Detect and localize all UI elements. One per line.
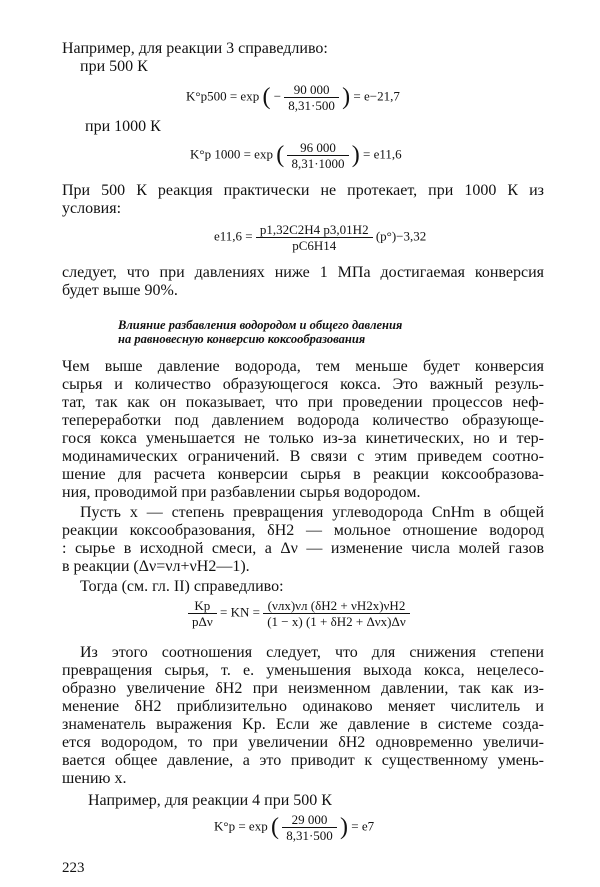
text-line: шению x. xyxy=(62,770,127,787)
text-line: Например, для реакции 3 справедливо: xyxy=(62,40,328,57)
text-line: модинамических ограничений. В связи с этим приведем соотно- xyxy=(62,448,544,465)
text-line: Чем выше давление водорода, тем меньше будет конверсия xyxy=(62,358,544,375)
text-line: Из этого соотношения следует, что для снижения степени xyxy=(80,644,544,661)
text-line: гося кокса уменьшается не только из-за кинетических, но и тер- xyxy=(62,430,544,447)
section-heading: на равновесную конверсию коксообразования xyxy=(118,332,366,346)
equation-1: K°p500 = exp ( − $\frac{90 000}{8,31\cdot 500}$ ) = e−21,7 xyxy=(186,82,400,113)
text-line: При 500 К реакция практически не протекает, при 1000 К из xyxy=(62,182,544,199)
text-line: превращения сырья, т. е. уменьшения выхода кокса, нецелесо- xyxy=(62,662,544,679)
text-line: реакции коксообразования, δH2 — мольное отношение водород xyxy=(62,522,544,539)
text-line: условия: xyxy=(62,200,122,217)
text-line: ния, проводимой при разбавлении сырья водородом. xyxy=(62,484,421,501)
text-line: шение для расчета конверсии сырья в реакции коксообразова- xyxy=(62,466,544,483)
text-line: знаменатель выражения Kp. Если же давление в системе созда- xyxy=(62,716,544,733)
equation-5: K°p = exp ( $\frac{29 000}{8,31\cdot 500}$ ) = e7 xyxy=(214,812,375,843)
text-line: : сырье в исходной смеси, а Δν — изменение числа молей газов xyxy=(62,540,544,557)
text-line: в реакции (Δν=νл+νH2—1). xyxy=(62,558,250,575)
equation-2: K°p 1000 = exp ( $\frac{96 000}{8,31\cdot 1000}$ ) = e11,6 xyxy=(190,140,402,171)
text-line: вается общее давление, а это приводит к существенному умень- xyxy=(62,752,544,769)
text-line: Тогда (см. гл. II) справедливо: xyxy=(80,578,284,595)
equation-4: $\frac{Kp}{\text{pΔν}}$ = KN = $\frac{\text{(νлx)νл (δH2 + νH2x)νH2}}{\text{(1 − x) (1 + δH2 + Δνx)Δν}}$ xyxy=(188,598,410,629)
section-heading: Влияние разбавления водородом и общего давления xyxy=(118,318,403,332)
text-line: менение δH2 приблизительно одинаково меняет числитель и xyxy=(62,698,544,715)
text-line: будет выше 90%. xyxy=(62,282,178,299)
text-line: при 1000 К xyxy=(85,118,161,135)
text-line: образно увеличение δH2 при неизменном давлении, так как из- xyxy=(62,680,544,697)
text-line: Пусть x — степень превращения углеводорода CnHm в общей xyxy=(80,504,544,521)
page-number: 223 xyxy=(62,860,85,876)
text-line: при 500 К xyxy=(80,58,148,75)
text-line: тат, так как он показывает, что при проведении процессов неф- xyxy=(62,394,544,411)
equation-3: e11,6 = $\frac{p1,32C2H4 p3,01H2}{pC6H14}$ (p°)−3,32 xyxy=(214,222,427,253)
text-line: сырья и количество образующегося кокса. Это важный резуль- xyxy=(62,376,544,393)
text-line: тепереработки под давлением водорода количество образующе- xyxy=(62,412,544,429)
text-line: Например, для реакции 4 при 500 К xyxy=(88,792,332,809)
text-line: ется водородом, то при увеличении δH2 одновременно увеличи- xyxy=(62,734,544,751)
text-line: следует, что при давлениях ниже 1 МПа достигаемая конверсия xyxy=(62,264,544,281)
